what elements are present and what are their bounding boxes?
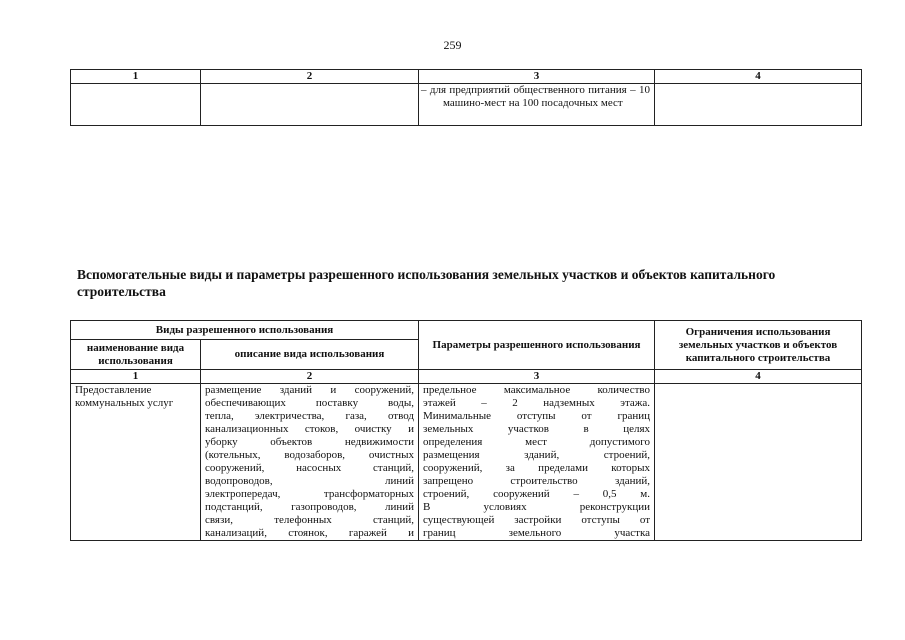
header-row: [71, 321, 862, 340]
text-line: этажей – 2 надземных этажа.: [423, 397, 651, 409]
column-number: 1: [71, 70, 201, 84]
text-line: водопроводов, линий: [205, 475, 415, 487]
table-row: [71, 384, 862, 541]
cell-parameters: – для предприятий общественного питания – 10 машино-мест на 100 посадочных мест: [419, 84, 655, 126]
column-number-row: [71, 370, 862, 384]
text-line: предельное максимальное количество: [423, 384, 651, 396]
cell-description: [201, 84, 419, 126]
text-line: определения мест допустимого: [423, 436, 651, 448]
text-line: электропередач, трансформаторных: [205, 488, 415, 500]
column-number: 2: [201, 70, 419, 84]
text-line: Минимальные отступы от границ: [423, 410, 651, 422]
continuation-table: [70, 69, 862, 126]
cell-parameters: [419, 384, 655, 541]
cell-restrictions: [655, 384, 862, 541]
column-header-restrictions: Ограничения использования земельных участков и объектов капитального строительства: [655, 321, 862, 370]
text-line: тепла, электричества, газа, отвод: [205, 410, 415, 422]
column-number: 2: [201, 370, 419, 384]
text-line: канализаций, стоянок, гаражей и: [205, 527, 415, 539]
text-line: запрещено строительство зданий,: [423, 475, 651, 487]
text-line: связи, телефонных станций,: [205, 514, 415, 526]
auxiliary-uses-table: [70, 320, 862, 541]
section-title: Вспомогательные виды и параметры разрешенного использования земельных участков и объектов капитального строительства: [77, 267, 776, 299]
group-header: Виды разрешенного использования: [71, 321, 419, 340]
text-line: границ земельного участка: [423, 527, 651, 539]
column-number: 3: [419, 70, 655, 84]
text-line: размещение зданий и сооружений,: [205, 384, 415, 396]
cell-description: [201, 384, 419, 541]
column-header-description: описание вида использования: [201, 340, 419, 370]
text-line: (котельных, водозаборов, очистных: [205, 449, 415, 461]
column-number: 4: [655, 370, 862, 384]
column-number: 3: [419, 370, 655, 384]
column-header-parameters: Параметры разрешенного использования: [419, 321, 655, 370]
text-line: существующей застройки отступы от: [423, 514, 651, 526]
text-line: подстанций, газопроводов, линий: [205, 501, 415, 513]
table-row: [71, 84, 862, 126]
cell-name: [71, 84, 201, 126]
text-line: уборку объектов недвижимости: [205, 436, 415, 448]
column-header-name: наименование вида использования: [71, 340, 201, 370]
text-line: сооружений, за пределами которых: [423, 462, 651, 474]
text-line: обеспечивающих поставку воды,: [205, 397, 415, 409]
cell-restrictions: [655, 84, 862, 126]
text-line: сооружений, насосных станций,: [205, 462, 415, 474]
text-line: строений, сооружений – 0,5 м.: [423, 488, 651, 500]
column-number: 4: [655, 70, 862, 84]
text-line: земельных участков в целях: [423, 423, 651, 435]
cell-name: Предоставление коммунальных услуг: [71, 384, 201, 541]
text-line: размещения зданий, строений,: [423, 449, 651, 461]
page-number: 259: [443, 38, 462, 52]
column-number-row: [71, 70, 862, 84]
text-line: канализационных стоков, очистку и: [205, 423, 415, 435]
text-line: В условиях реконструкции: [423, 501, 651, 513]
column-number: 1: [71, 370, 201, 384]
